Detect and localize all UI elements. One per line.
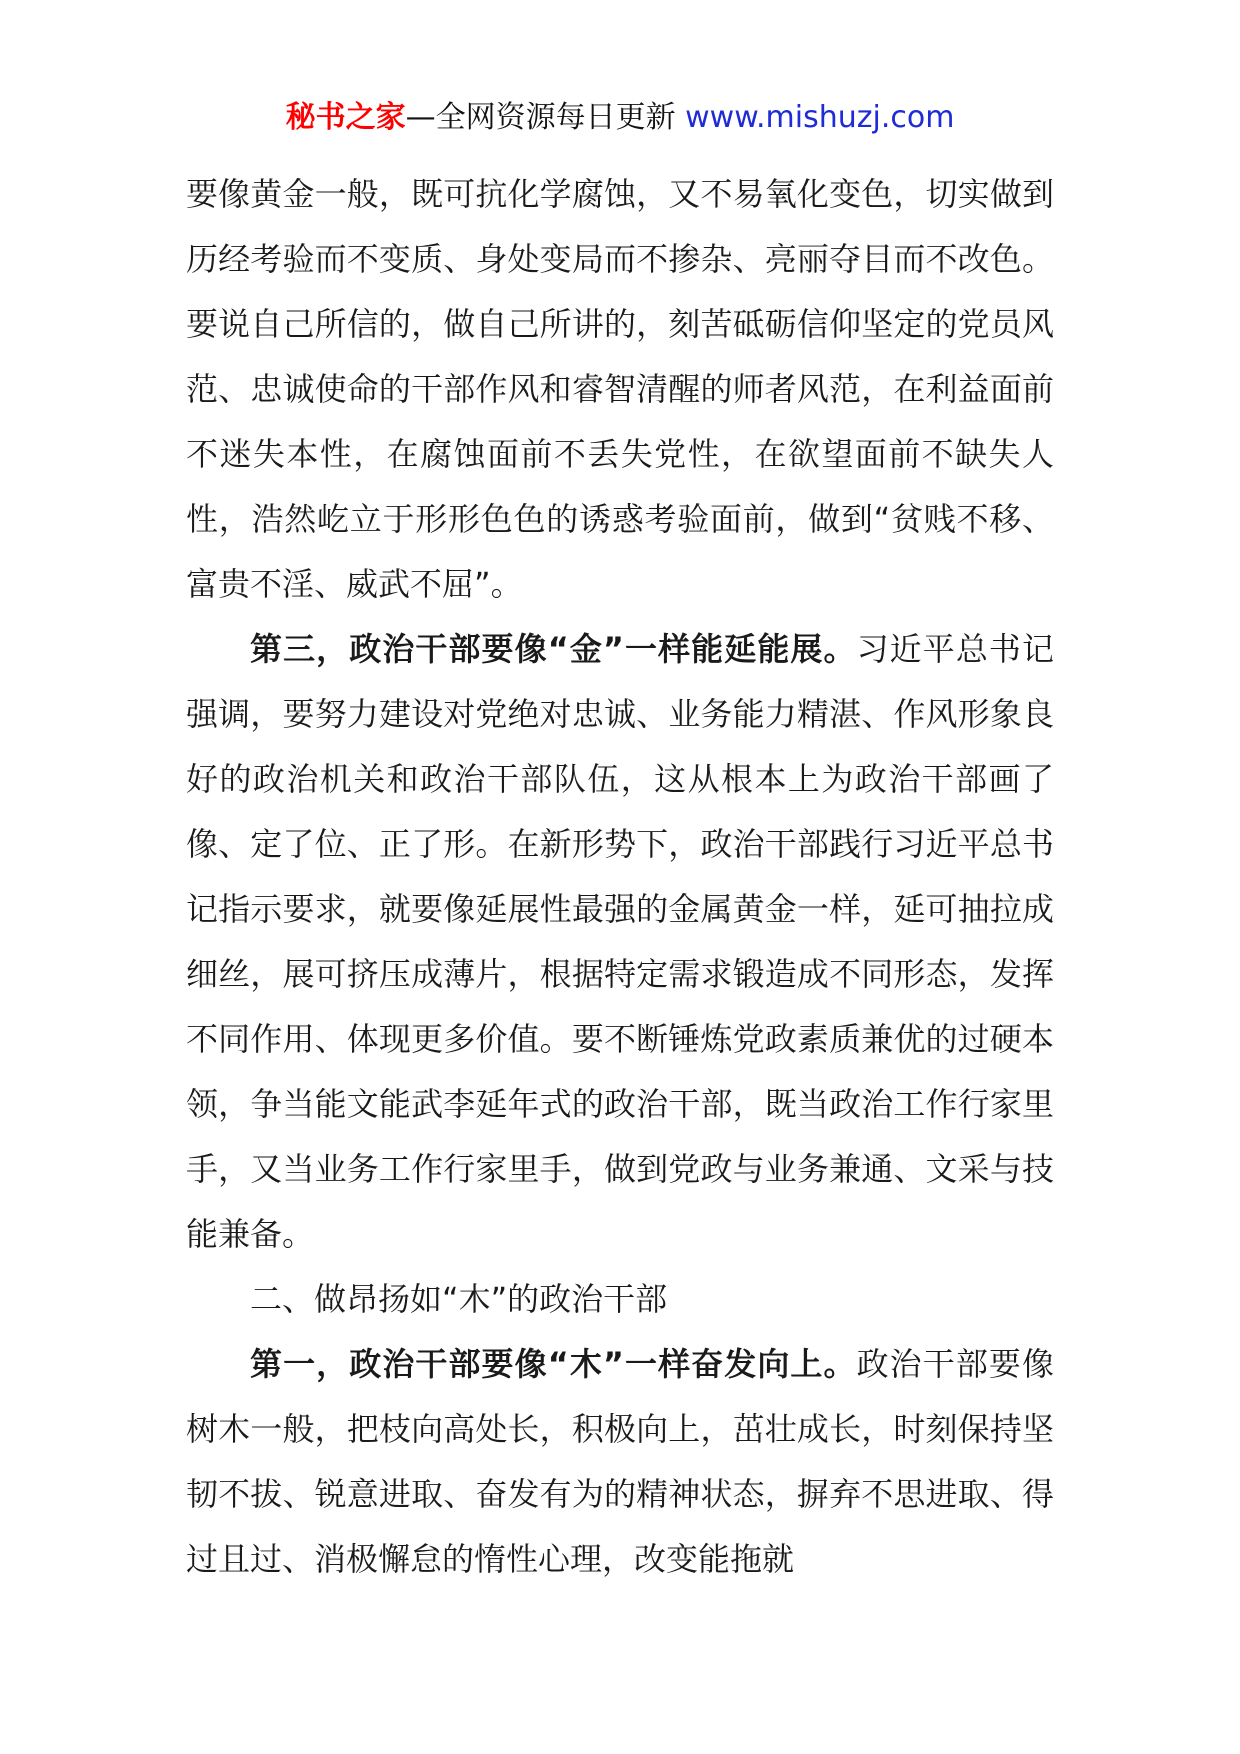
- paragraph-text: 政治干部要像树木一般，把枝向高处长，积极向上，茁壮成长，时刻保持坚韧不拔、锐意进取、奋发有为的精神状态，摒弃不思进取、得过且过、消极懈怠的惰性心理，改变能拖就: [186, 1345, 1054, 1578]
- site-url[interactable]: www.mishuzj.com: [685, 100, 955, 135]
- paragraph-lead: 第一，政治干部要像“木”一样奋发向上。: [250, 1345, 857, 1383]
- header-tagline: —全网资源每日更新: [405, 100, 676, 135]
- paragraph-section-3: [186, 617, 1054, 1267]
- paragraph-text: 要像黄金一般，既可抗化学腐蚀，又不易氧化变色，切实做到历经考验而不变质、身处变局而不掺杂、亮丽夺目而不改色。要说自己所信的，做自己所讲的，刻苦砥砺信仰坚定的党员风范、忠诚使命的干部作风和睿智清醒的师者风范，在利益面前不迷失本性，在腐蚀面前不丢失党性，在欲望面前不缺失人性，浩然屹立于形形色色的诱惑考验面前，做到“贫贱不移、富贵不淫、威武不屈”。: [186, 175, 1054, 603]
- page-header: [0, 98, 1240, 138]
- paragraph-lead: 第三，政治干部要像“金”一样能延能展。: [250, 630, 857, 668]
- paragraph-text: 习近平总书记强调，要努力建设对党绝对忠诚、业务能力精湛、作风形象良好的政治机关和政治干部队伍，这从根本上为政治干部画了像、定了位、正了形。在新形势下，政治干部践行习近平总书记指示要求，就要像延展性最强的金属黄金一样，延可抽拉成细丝，展可挤压成薄片，根据特定需求锻造成不同形态，发挥不同作用、体现更多价值。要不断锤炼党政素质兼优的过硬本领，争当能文能武李延年式的政治干部，既当政治工作行家里手，又当业务工作行家里手，做到党政与业务兼通、文采与技能兼备。: [186, 630, 1054, 1253]
- section-heading-text: 二、做昂扬如“木”的政治干部: [250, 1280, 668, 1318]
- paragraph-section-1: [186, 1332, 1054, 1592]
- document-body: [186, 162, 1054, 1592]
- brand-name: 秘书之家: [285, 100, 406, 135]
- section-heading: [186, 1267, 1054, 1332]
- paragraph-continuation: [186, 162, 1054, 617]
